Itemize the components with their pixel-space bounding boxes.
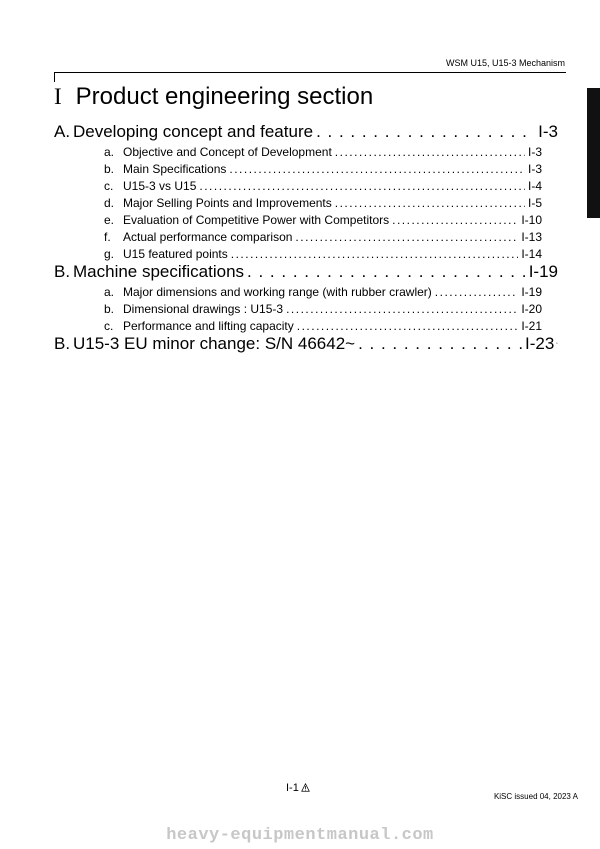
toc-letter: b.	[104, 302, 115, 316]
toc-page: I-19	[528, 262, 558, 281]
toc-dots	[435, 284, 519, 300]
toc-dots	[392, 212, 518, 228]
toc-page: I-20	[521, 302, 542, 316]
toc-title: Objective and Concept of Development	[123, 145, 332, 159]
toc-entry-eu-minor-change[interactable]	[54, 333, 558, 355]
toc-page: I-21	[521, 319, 542, 333]
toc-letter: b.	[104, 162, 115, 176]
toc-entry-a-e[interactable]	[104, 212, 542, 228]
toc-letter: A.	[54, 122, 71, 141]
toc-dots	[335, 144, 525, 160]
toc-title: Developing concept and feature	[73, 122, 314, 141]
toc-entry-a-d[interactable]	[104, 195, 542, 211]
toc-page: I-10	[521, 213, 542, 227]
toc-entry-a-a[interactable]	[104, 144, 542, 160]
toc-title: U15-3 vs U15	[123, 179, 197, 193]
section-tab-marker	[587, 88, 600, 218]
toc-letter: c.	[104, 319, 114, 333]
toc-title: U15 featured points	[123, 247, 228, 261]
toc-letter: d.	[104, 196, 115, 210]
toc-letter: f.	[104, 230, 111, 244]
toc-page: I-13	[521, 230, 542, 244]
toc-page: I-3	[538, 122, 558, 141]
toc-entry-a-g[interactable]	[104, 246, 542, 262]
toc-page: I-4	[527, 179, 542, 193]
toc-entry-a-c[interactable]	[104, 178, 542, 194]
toc-letter: c.	[104, 179, 114, 193]
footer-issue: KiSC issued 04, 2023 A	[493, 792, 578, 801]
toc-dots	[316, 121, 535, 143]
toc-dots	[297, 318, 519, 334]
toc-entry-b[interactable]	[54, 261, 558, 283]
toc-letter: B.	[54, 334, 71, 353]
toc-title: Machine specifications	[73, 262, 245, 281]
toc-page: I-14	[521, 247, 542, 261]
toc-entry-a[interactable]	[54, 121, 558, 143]
header-text: WSM U15, U15-3 Mechanism	[445, 58, 565, 68]
section-title-text: Product engineering section	[75, 83, 374, 110]
toc-title: Major dimensions and working range (with rubber crawler)	[123, 285, 432, 299]
toc-title: Main Specifications	[123, 162, 227, 176]
toc-entry-a-b[interactable]	[104, 161, 542, 177]
toc-title: Actual performance comparison	[123, 230, 293, 244]
toc-dots	[199, 178, 525, 194]
watermark: heavy-equipmentmanual.com	[166, 826, 434, 845]
toc-letter: a.	[104, 145, 115, 159]
header-rule	[54, 72, 566, 73]
toc-dots	[358, 333, 522, 355]
toc-page: I-3	[527, 162, 542, 176]
toc-letter: g.	[104, 247, 115, 261]
section-roman: I	[54, 84, 62, 109]
warning-triangle-icon	[301, 783, 310, 792]
toc-dots	[229, 161, 525, 177]
toc-letter: e.	[104, 213, 115, 227]
toc-dots	[286, 301, 518, 317]
toc-entry-b-c[interactable]	[104, 318, 542, 334]
toc-entry-a-f[interactable]	[104, 229, 542, 245]
toc-page: I-23	[525, 334, 555, 353]
toc-title: Major Selling Points and Improvements	[123, 196, 332, 210]
warning-triangle-icon	[556, 337, 558, 349]
toc-title: U15-3 EU minor change: S/N 46642~	[73, 334, 356, 353]
toc-page: I-19	[521, 285, 542, 299]
section-title	[54, 83, 373, 111]
toc-title: Evaluation of Competitive Power with Competitors	[123, 213, 390, 227]
toc-dots	[247, 261, 526, 283]
header-rule-tick	[54, 72, 55, 82]
toc-dots	[335, 195, 525, 211]
toc-title: Performance and lifting capacity	[123, 319, 294, 333]
footer-page	[286, 782, 310, 794]
toc-page: I-3	[527, 145, 542, 159]
toc-title: Dimensional drawings : U15-3	[123, 302, 284, 316]
toc-dots	[295, 229, 518, 245]
toc-entry-b-b[interactable]	[104, 301, 542, 317]
toc-entry-b-a[interactable]	[104, 284, 542, 300]
toc-page: I-5	[527, 196, 542, 210]
toc-dots	[231, 246, 519, 262]
toc-letter: B.	[54, 262, 71, 281]
footer-page-number: I-1	[286, 782, 299, 794]
toc-letter: a.	[104, 285, 115, 299]
